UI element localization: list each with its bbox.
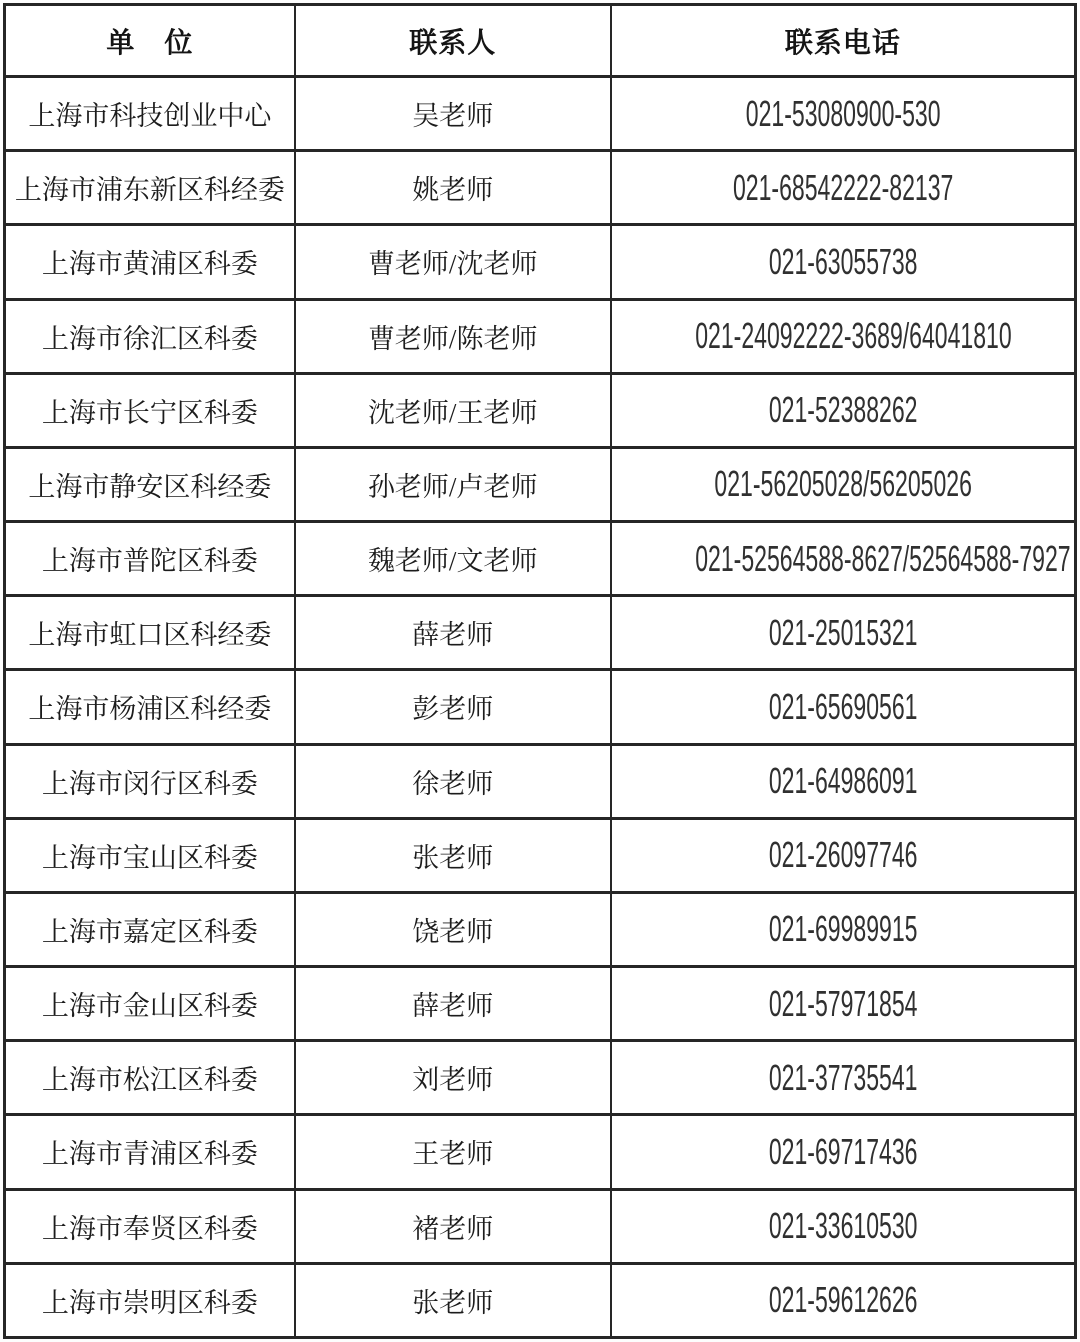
unit-text: 上海市浦东新区科经委 <box>14 175 285 206</box>
table-row <box>5 818 1076 892</box>
phone-text: 021-63055738 <box>768 240 918 282</box>
table-row <box>5 1189 1076 1263</box>
contact-cell <box>295 77 611 151</box>
unit-cell <box>5 967 295 1041</box>
contact-text: 张老师 <box>412 842 494 873</box>
phone-cell <box>611 522 1076 596</box>
phone-text: 021-69717436 <box>768 1130 918 1172</box>
phone-text: 021-68542222-82137 <box>732 166 954 208</box>
contact-text: 薛老师 <box>412 620 494 651</box>
contact-text: 张老师 <box>412 1287 494 1318</box>
contact-text: 孙老师/卢老师 <box>367 471 538 502</box>
table-row <box>5 596 1076 670</box>
unit-cell <box>5 1115 295 1189</box>
phone-cell <box>611 967 1076 1041</box>
unit-cell <box>5 596 295 670</box>
unit-text: 上海市崇明区科委 <box>41 1287 258 1318</box>
contact-text: 刘老师 <box>412 1065 494 1096</box>
phone-cell <box>611 77 1076 151</box>
phone-text: 021-53080900-530 <box>745 92 941 134</box>
contact-cell <box>295 670 611 744</box>
contact-text: 姚老师 <box>412 175 494 206</box>
contact-text: 曹老师/陈老师 <box>367 323 538 354</box>
table-row <box>5 1115 1076 1189</box>
unit-cell <box>5 225 295 299</box>
unit-text: 上海市松江区科委 <box>41 1065 258 1096</box>
phone-cell <box>611 151 1076 225</box>
column-header-contact: 联系人 <box>295 5 611 77</box>
phone-text: 021-57971854 <box>768 982 918 1024</box>
unit-text: 上海市嘉定区科委 <box>41 916 258 947</box>
contact-cell <box>295 522 611 596</box>
contact-cell <box>295 151 611 225</box>
unit-text: 上海市奉贤区科委 <box>41 1213 258 1244</box>
unit-cell <box>5 522 295 596</box>
unit-text: 上海市静安区科经委 <box>28 471 272 502</box>
phone-text: 021-24092222-3689/64041810 <box>694 315 1012 357</box>
phone-text: 021-33610530 <box>768 1205 918 1247</box>
phone-cell <box>611 670 1076 744</box>
unit-text: 上海市青浦区科委 <box>41 1139 258 1170</box>
table-row <box>5 744 1076 818</box>
phone-text: 021-56205028/56205026 <box>714 463 972 505</box>
contact-text: 饶老师 <box>412 916 494 947</box>
header-row <box>5 5 1076 77</box>
contact-text: 彭老师 <box>412 694 494 725</box>
table-row <box>5 670 1076 744</box>
column-header-phone: 联系电话 <box>611 5 1076 77</box>
contact-text: 魏老师/文老师 <box>367 546 538 577</box>
phone-cell <box>611 1189 1076 1263</box>
unit-text: 上海市普陀区科委 <box>41 546 258 577</box>
table-row <box>5 1263 1076 1337</box>
unit-cell <box>5 892 295 966</box>
unit-cell <box>5 744 295 818</box>
contact-cell <box>295 1263 611 1337</box>
phone-text: 021-65690561 <box>768 685 918 727</box>
unit-text: 上海市黄浦区科委 <box>41 249 258 280</box>
phone-text: 021-52564588-8627/52564588-7927 <box>694 537 1071 579</box>
contact-cell <box>295 447 611 521</box>
contact-cell <box>295 299 611 373</box>
unit-text: 上海市宝山区科委 <box>41 842 258 873</box>
contact-cell <box>295 596 611 670</box>
contact-cell <box>295 892 611 966</box>
phone-text: 021-52388262 <box>768 389 918 431</box>
phone-cell <box>611 1263 1076 1337</box>
unit-text: 上海市杨浦区科经委 <box>28 694 272 725</box>
unit-text: 上海市金山区科委 <box>41 991 258 1022</box>
unit-text: 上海市闵行区科委 <box>41 768 258 799</box>
phone-cell <box>611 744 1076 818</box>
table-row <box>5 151 1076 225</box>
phone-text: 021-64986091 <box>768 760 918 802</box>
table-row <box>5 447 1076 521</box>
contact-cell <box>295 225 611 299</box>
contact-text: 曹老师/沈老师 <box>367 249 538 280</box>
phone-cell <box>611 225 1076 299</box>
phone-text: 021-25015321 <box>768 611 918 653</box>
contact-cell <box>295 744 611 818</box>
contact-text: 吴老师 <box>412 101 494 132</box>
table-row <box>5 1041 1076 1115</box>
unit-text: 上海市长宁区科委 <box>41 397 258 428</box>
phone-text: 021-59612626 <box>768 1279 918 1321</box>
unit-cell <box>5 1189 295 1263</box>
unit-cell <box>5 670 295 744</box>
column-header-unit: 单 位 <box>5 5 295 77</box>
unit-text: 上海市虹口区科经委 <box>28 620 272 651</box>
phone-cell <box>611 1115 1076 1189</box>
contact-table <box>3 3 1077 1339</box>
unit-cell <box>5 1263 295 1337</box>
table-row <box>5 225 1076 299</box>
table-row <box>5 299 1076 373</box>
contact-cell <box>295 373 611 447</box>
table-body <box>5 77 1076 1338</box>
phone-text: 021-26097746 <box>768 834 918 876</box>
unit-cell <box>5 77 295 151</box>
contact-text: 王老师 <box>412 1139 494 1170</box>
table-row <box>5 522 1076 596</box>
phone-cell <box>611 447 1076 521</box>
contact-cell <box>295 818 611 892</box>
phone-text: 021-37735541 <box>768 1056 918 1098</box>
unit-cell <box>5 373 295 447</box>
contact-text: 沈老师/王老师 <box>367 397 538 428</box>
unit-text: 上海市科技创业中心 <box>28 101 272 132</box>
contact-cell <box>295 1189 611 1263</box>
table-row <box>5 967 1076 1041</box>
phone-cell <box>611 818 1076 892</box>
phone-cell <box>611 596 1076 670</box>
unit-cell <box>5 299 295 373</box>
contact-text: 徐老师 <box>412 768 494 799</box>
contact-cell <box>295 1041 611 1115</box>
table-row <box>5 373 1076 447</box>
unit-text: 上海市徐汇区科委 <box>41 323 258 354</box>
contact-cell <box>295 967 611 1041</box>
unit-cell <box>5 447 295 521</box>
contact-text: 褚老师 <box>412 1213 494 1244</box>
phone-cell <box>611 892 1076 966</box>
contact-text: 薛老师 <box>412 991 494 1022</box>
table-row <box>5 892 1076 966</box>
phone-cell <box>611 299 1076 373</box>
phone-cell <box>611 373 1076 447</box>
contact-cell <box>295 1115 611 1189</box>
phone-text: 021-69989915 <box>768 908 918 950</box>
table-row <box>5 77 1076 151</box>
unit-cell <box>5 151 295 225</box>
phone-cell <box>611 1041 1076 1115</box>
unit-cell <box>5 818 295 892</box>
unit-cell <box>5 1041 295 1115</box>
